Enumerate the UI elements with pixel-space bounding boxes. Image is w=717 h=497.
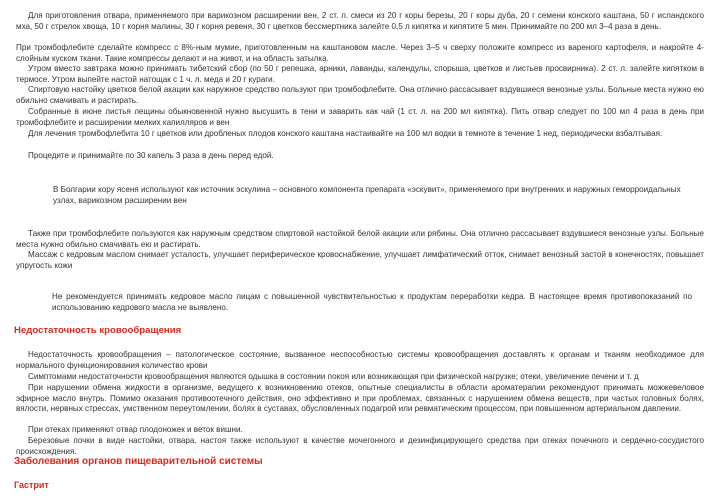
heading-gastritis: Гастрит — [14, 480, 49, 490]
paragraph-cherry-stalks: При отеках применяют отвар плодоножек и веток вишни. — [28, 425, 243, 434]
paragraph-juniper-oil: При нарушении обмена жидкости в организме, ведущего к возникновению отеков, опытные специалисты в области ароматерапии рекомендуют принимать можжевеловое эфирное масло внутрь. Помимо оказания противоотечного действия, оно эффективно и при проблемах, связанных с нарушением обмена веществ, при частых головных болях, вялости, нервных стрессах, умственном переутомлении, болях в суставах, обусловленных подагрой или ревматическим процессом, при повышенном артериальном давлении. — [16, 383, 704, 413]
paragraph-birch-buds: Березовые почки в виде настойки, отвара, настоя также используют в качестве мочегонного и дезинфицирующего средства при отеках почечного и сердечно-сосудистого происхождения. — [16, 436, 704, 456]
paragraph-mumie-compress: При тромбофлебите сделайте компресс с 8%-ным мумие, приготовленным на каштановом масле. Через 3–5 ч сверху положите компресс из вареного картофеля, и накройте 4-слойным куском ткани. Такие компрессы делают и на живот, и на область затылка. — [16, 43, 704, 63]
paragraph-insufficiency-symptoms: Симптомами недостаточности кровообращения являются одышка в состоянии покоя или возникающая при физической нагрузке; отеки, увеличение печени и т. д — [28, 372, 639, 381]
heading-circulatory-insufficiency: Недостаточность кровообращения — [14, 325, 182, 336]
paragraph-chestnut-tincture: Для лечения тромбофлебита 10 г цветков или дробленых плодов конского каштана настаивайте на 100 мл водки в темноте в течение 1 нед, периодически взбалтывая. — [28, 129, 663, 138]
paragraph-decoction-recipe: Для приготовления отвара, применяемого при варикозном расширении вен, 2 ст. л. смеси из 20 г коры березы, 20 г коры дуба, 20 г семени конского каштана, 50 г исландского мха, 50 г стрелок хвоща, 10 г корня малины, 30 г корня ревеня, 30 г цветков бессмертника залейте 0,5 л кипятка и кипятите 5 мин. Принимайте по 200 мл 3–4 раза в день. — [16, 11, 704, 31]
heading-digestive-diseases: Заболевания органов пищеварительной системы — [14, 456, 263, 467]
paragraph-hazel-leaves: Собранные в июне листья лещины обыкновенной нужно высушить в тени и заварить как чай (1 ст. л. на 200 мл кипятка). Пить отвар следует по 100 мл 4 раза в день при тромбофлебите и расширении мелких капилляров и вен — [16, 107, 704, 127]
paragraph-acacia-rowan: Также при тромбофлебите пользуются как наружным средством спиртовой настойкой белой акации или рябины. Она отлично рассасывает вздувшиеся венозные узлы. Больные места нужно обильно смачивать ею и растирать. — [16, 229, 704, 249]
paragraph-acacia-tincture: Спиртовую настойку цветков белой акации как наружное средство пользуют при тромбофлебите. Она отлично рассасывает вздувшиеся венозные узлы. Больные места нужно ею обильно смачивать и растирать. — [16, 85, 704, 105]
note-bulgaria: В Болгарии кору ясеня используют как источник эскулина – основного компонента препарата «эскувит», применяемого при внутренних и наружных геморроидальных узлах, варикозном расширении вен — [53, 185, 681, 205]
paragraph-insufficiency-definition: Недостаточность кровообращения – патологическое состояние, вызванное неспособностью системы кровообращения доставлять к органам и тканям необходимое для нормального функционирования количество крови — [16, 350, 704, 370]
paragraph-dosage: Процедите и принимайте по 30 капель 3 раза в день перед едой. — [28, 151, 274, 160]
paragraph-tibetan-collection: Утром вместо завтрака можно принимать тибетский сбор (по 50 г репешка, арники, лаванды, календулы, спорыша, цветков и листьев просвирника). 2 ст. л. залейте кипятком в термосе. Утром выпейте настой натощак с 1 ч. л. меда и 20 г кураги. — [16, 64, 704, 84]
paragraph-cedar-massage: Массаж с кедровым маслом снимает усталость, улучшает периферическое кровоснабжение, улучшает лимфатический отток, снимает венозный застой в конечностях, повышает упругость кожи — [16, 250, 704, 270]
note-cedar-oil: Не рекомендуется принимать кедровое масло лицам с повышенной чувствительностью к продуктам переработки кедра. В настоящее время противопоказаний по использованию кедрового масла не выявлено. — [52, 292, 692, 312]
